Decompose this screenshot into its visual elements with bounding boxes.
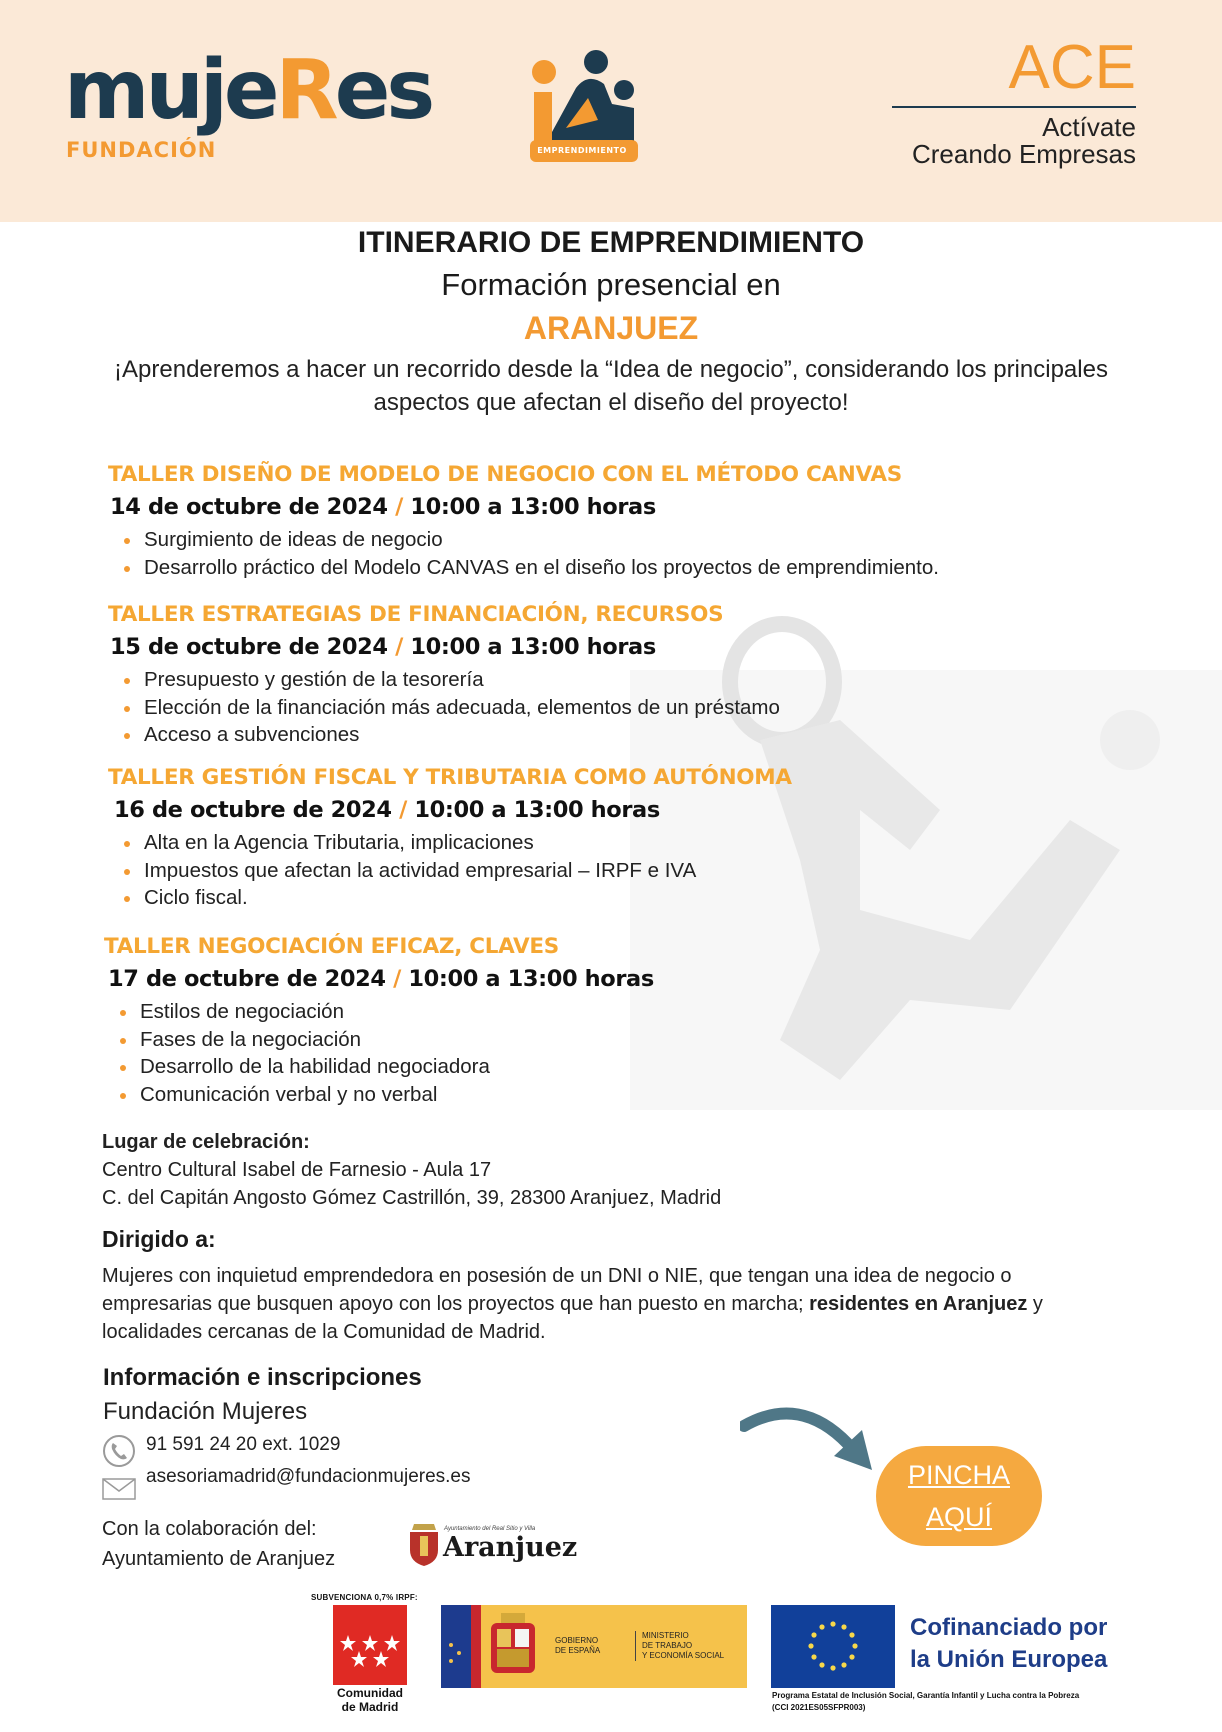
- ace-subtitle: [912, 114, 1136, 168]
- arrow-icon: [740, 1400, 880, 1480]
- mail-icon: [102, 1478, 136, 1500]
- ministerio-text: [635, 1631, 724, 1661]
- workshop-topics: [144, 829, 792, 912]
- audience-text: [102, 1262, 1082, 1346]
- workshop-date-day: 16 de octubre de 2024: [114, 797, 392, 823]
- venue-address: C. del Capitán Angosto Gómez Castrillón, 39, 28300 Aranjuez, Madrid: [102, 1187, 722, 1209]
- gobierno-text: [555, 1636, 600, 1656]
- gobierno-line2: DE ESPAÑA: [555, 1646, 601, 1655]
- email-link[interactable]: asesoriamadrid@fundacionmujeres.es: [146, 1466, 471, 1487]
- workshop-date: [114, 797, 792, 823]
- workshop-title: TALLER ESTRATEGIAS DE FINANCIACIÓN, RECURSOS: [108, 602, 724, 627]
- itinerary-subtitle: Formación presencial en: [441, 267, 781, 302]
- venue-label: Lugar de celebración:: [102, 1131, 310, 1153]
- aranjuez-logo-text: Aranjuez: [443, 1532, 578, 1563]
- workshop-time: 10:00 a 13:00 horas: [408, 966, 654, 992]
- list-item: Fases de la negociación: [140, 1026, 654, 1054]
- workshop-topics: [140, 998, 654, 1108]
- logo-word-part1: muje: [64, 43, 276, 138]
- ministerio-line2: DE TRABAJO: [642, 1641, 693, 1650]
- intro-text: ¡Aprenderemos a hacer un recorrido desde la “Idea de negocio”, considerando los principales aspectos que afectan el diseño del proyecto!: [114, 356, 1108, 416]
- list-item: Desarrollo práctico del Modelo CANVAS en el diseño los proyectos de emprendimiento.: [144, 554, 939, 582]
- phone-icon: [102, 1434, 136, 1468]
- emprendimiento-label: EMPRENDIMIENTO: [537, 146, 627, 155]
- workshop-date: [110, 494, 939, 520]
- workshop-topics: [144, 666, 780, 749]
- list-item: Presupuesto y gestión de la tesorería: [144, 666, 780, 694]
- eu-line2: la Unión Europea: [910, 1646, 1108, 1673]
- venue-name: Centro Cultural Isabel de Farnesio - Aula 17: [102, 1159, 492, 1181]
- workshop-date-day: 17 de octubre de 2024: [108, 966, 386, 992]
- comunidad-madrid-line1: Comunidad: [337, 1686, 403, 1700]
- aranjuez-logo-tagline: Ayuntamiento del Real Sitio y Villa: [444, 1526, 536, 1532]
- list-item: Elección de la financiación más adecuada, elementos de un préstamo: [144, 694, 780, 722]
- workshop-date-day: 14 de octubre de 2024: [110, 494, 388, 520]
- gobierno-line1: GOBIERNO: [555, 1636, 599, 1645]
- register-button-line1: PINCHA: [907, 1460, 1010, 1490]
- workshop-title: TALLER NEGOCIACIÓN EFICAZ, CLAVES: [104, 934, 559, 959]
- list-item: Impuestos que afectan la actividad empresarial – IRPF e IVA: [144, 857, 792, 885]
- workshop-topics: [144, 526, 939, 581]
- info-heading: Información e inscripciones: [103, 1364, 422, 1391]
- aranjuez-shield-icon: [406, 1520, 442, 1568]
- list-item: Ciclo fiscal.: [144, 884, 792, 912]
- audience-heading: Dirigido a:: [102, 1226, 216, 1252]
- date-separator: /: [395, 634, 403, 660]
- comunidad-madrid-line2: de Madrid: [341, 1700, 399, 1714]
- eu-line1: Cofinanciado por: [910, 1614, 1108, 1641]
- list-item: Acceso a subvenciones: [144, 721, 780, 749]
- audience-text-highlight: residentes en Aranjuez: [809, 1293, 1028, 1315]
- date-separator: /: [393, 966, 401, 992]
- info-org: Fundación Mujeres: [103, 1398, 308, 1425]
- eu-flag-icon: [771, 1605, 895, 1688]
- phone-number[interactable]: 91 591 24 20 ext. 1029: [146, 1434, 341, 1455]
- workshop-title: TALLER GESTIÓN FISCAL Y TRIBUTARIA COMO AUTÓNOMA: [108, 765, 792, 790]
- list-item: Desarrollo de la habilidad negociadora: [140, 1053, 654, 1081]
- collaboration-text: [102, 1514, 335, 1574]
- workshop-date: [110, 634, 780, 660]
- logo-word-part2: R: [275, 43, 335, 138]
- eu-program-line1: Programa Estatal de Inclusión Social, Garantía Infantil y Lucha contra la Pobreza: [772, 1691, 1080, 1700]
- register-button-line2: AQUÍ: [925, 1502, 992, 1532]
- comunidad-madrid-flag-icon: [333, 1605, 407, 1685]
- logo-word-part3: es: [334, 43, 432, 138]
- audience-text-end: y localidades cercanas de la Comunidad de Madrid.: [102, 1293, 1043, 1343]
- workshop-1: [108, 462, 939, 581]
- workshop-time: 10:00 a 13:00 horas: [410, 494, 656, 520]
- logo-subtitle: FUNDACIÓN: [66, 138, 217, 162]
- list-item: Alta en la Agencia Tributaria, implicaciones: [144, 829, 792, 857]
- eu-program-line2: (CCI 2021ES05SFPR003): [772, 1703, 866, 1712]
- subvenciona-label: SUBVENCIONA 0,7% IRPF:: [311, 1593, 418, 1602]
- collaboration-line1: Con la colaboración del:: [102, 1518, 317, 1540]
- location-title: ARANJUEZ: [523, 310, 699, 346]
- gobierno-espana-logo: [441, 1605, 747, 1688]
- spain-flag-crest-icon: [441, 1605, 553, 1688]
- ace-subtitle-line1: Actívate: [1042, 112, 1136, 142]
- list-item: Surgimiento de ideas de negocio: [144, 526, 939, 554]
- workshop-2: [108, 602, 780, 749]
- ace-title: ACE: [1008, 33, 1136, 102]
- workshop-4: [104, 934, 654, 1108]
- venue-block: [102, 1128, 721, 1212]
- itinerary-title: ITINERARIO DE EMPRENDIMIENTO: [357, 226, 865, 259]
- workshop-date-day: 15 de octubre de 2024: [110, 634, 388, 660]
- list-item: Estilos de negociación: [140, 998, 654, 1026]
- workshop-date: [108, 966, 654, 992]
- ministerio-line3: Y ECONOMÍA SOCIAL: [642, 1651, 725, 1660]
- eu-cofinancing-text: [910, 1612, 1107, 1676]
- date-separator: /: [399, 797, 407, 823]
- audience-text-main: Mujeres con inquietud emprendedora en posesión de un DNI o NIE, que tengan una idea de negocio o empresarias que busquen apoyo con los proyectos que han puesto en marcha;: [102, 1265, 1012, 1315]
- header-band: [0, 0, 1222, 222]
- fundacion-mujeres-logo: [64, 43, 432, 138]
- ace-subtitle-line2: Creando Empresas: [912, 139, 1136, 170]
- workshop-title: TALLER DISEÑO DE MODELO DE NEGOCIO CON EL MÉTODO CANVAS: [108, 462, 902, 487]
- collaboration-line2: Ayuntamiento de Aranjuez: [102, 1548, 336, 1570]
- workshop-time: 10:00 a 13:00 horas: [410, 634, 656, 660]
- list-item: Comunicación verbal y no verbal: [140, 1081, 654, 1109]
- workshop-3: [108, 765, 792, 912]
- workshop-time: 10:00 a 13:00 horas: [414, 797, 660, 823]
- comunidad-madrid-name: [320, 1686, 420, 1714]
- date-separator: /: [395, 494, 403, 520]
- register-button[interactable]: [876, 1446, 1042, 1546]
- eu-program-text: [772, 1690, 1172, 1714]
- ace-divider: [892, 106, 1136, 108]
- ministerio-line1: MINISTERIO: [642, 1631, 689, 1640]
